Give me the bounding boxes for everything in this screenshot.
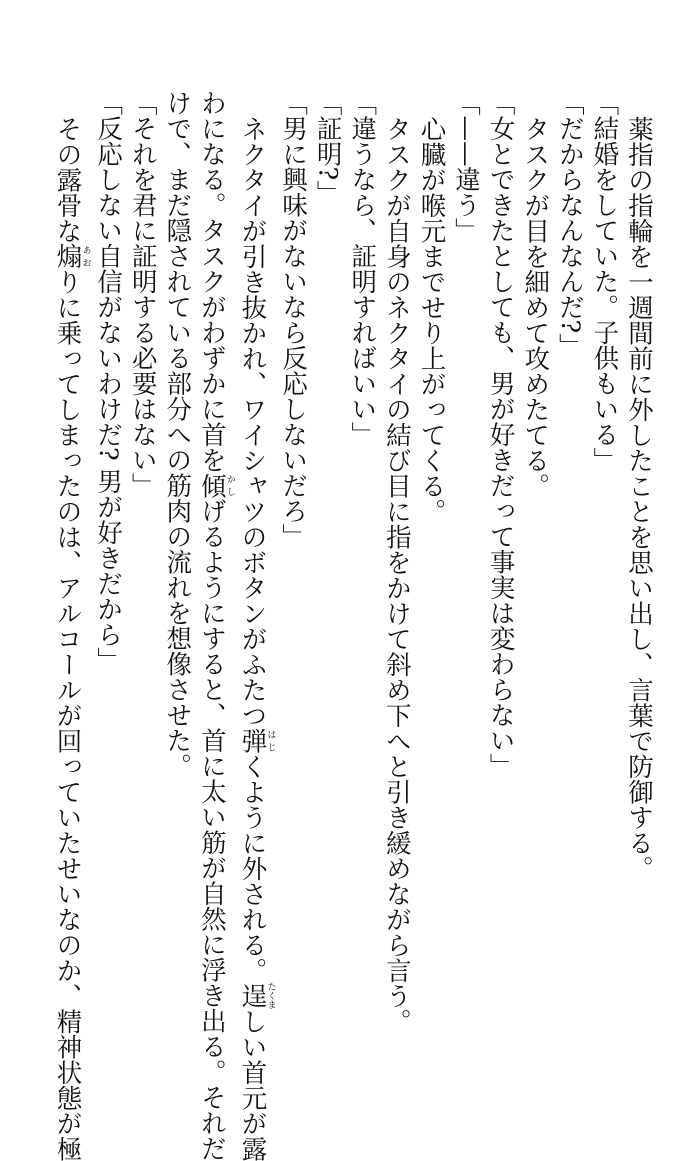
text-line: 「それを君に証明する必要はない」 <box>125 90 160 990</box>
text-line: 「男に興味がないなら反応しないだろ」 <box>275 90 310 990</box>
text-line <box>194 90 235 990</box>
text-segment: しい首元が露 <box>237 1008 267 1161</box>
text-line: 「結婚をしていた。子供もいる」 <box>587 90 622 990</box>
text-line: 「証明?」 <box>310 90 345 990</box>
furigana: たくま <box>265 982 275 1009</box>
text-line <box>235 90 276 990</box>
furigana: あお <box>81 243 91 269</box>
text-line: 「違うなら、証明すればいい」 <box>345 90 380 990</box>
text-line <box>50 90 91 990</box>
text-line: 薬指の指輪を一週間前に外したことを思い出し、言葉で防御する。 <box>621 90 656 990</box>
text-segment: わになる。タスクがわずかに首を <box>197 90 227 473</box>
text-line: 「——違う」 <box>448 90 483 990</box>
text-line: 「女とできたとしても、男が好きだって事実は変わらない」 <box>483 90 518 990</box>
text-line: 「反応しない自信がないわけだ? 男が好きだから」 <box>91 90 126 990</box>
furigana: はじ <box>265 728 275 754</box>
text-line: 「だからなんなんだ?」 <box>552 90 587 990</box>
text-line: タスクが目を細めて攻めたてる。 <box>518 90 553 990</box>
text-line: けで、まだ隠されている部分への筋肉の流れを想像させた。 <box>160 90 195 990</box>
ruby-annotation: 弾はじ <box>237 728 267 754</box>
text-segment: くように外される。 <box>237 753 267 983</box>
text-line: 心臓が喉元までせり上がってくる。 <box>414 90 449 990</box>
ruby-annotation: 逞たくま <box>237 983 267 1009</box>
text-segment: その露骨な <box>53 116 83 244</box>
furigana: かし <box>225 473 235 499</box>
text-line: タスクが自身のネクタイの結び目に指をかけて斜め下へと引き緩めながら言う。 <box>379 90 414 990</box>
text-segment: ネクタイが引き抜かれ、ワイシャツのボタンがふたつ <box>237 116 267 728</box>
text-segment: りに乗ってしまったのは、アルコールが回っていたせいなのか、精神状態が極 <box>53 269 83 1161</box>
vertical-text-body <box>16 90 656 990</box>
ruby-annotation: 傾かし <box>197 473 227 499</box>
text-segment: げるようにすると、首に太い筋が自然に浮き出る。それだ <box>197 498 227 1161</box>
ruby-annotation: 煽あお <box>53 243 83 269</box>
